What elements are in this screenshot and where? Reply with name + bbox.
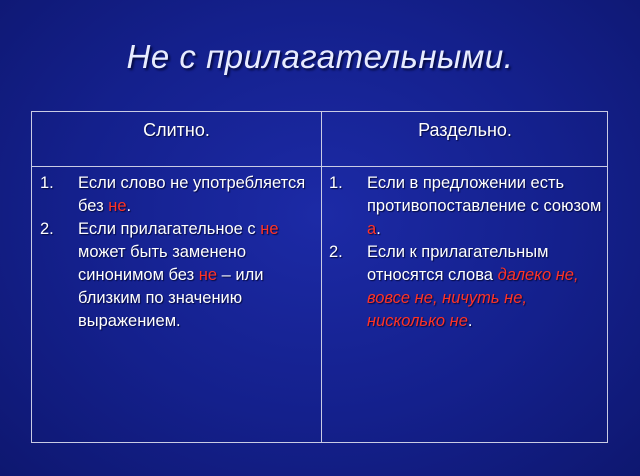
- rule-text: .: [376, 220, 381, 238]
- together-rule-2: [36, 218, 318, 333]
- rule-number: 2.: [329, 243, 343, 261]
- rule-number: 2.: [40, 220, 54, 238]
- rule-number: 1.: [40, 174, 54, 192]
- column-divider: [321, 112, 322, 442]
- rule-text: Если в предложении есть противопоставление с союзом: [367, 174, 602, 215]
- highlighted-text: далеко не, вовсе не, ничуть не, нисколько не: [367, 266, 579, 330]
- rule-text: может быть заменено синонимом без: [78, 243, 247, 284]
- column-separate: [325, 172, 607, 333]
- rules-table: [31, 111, 608, 443]
- rule-number: 1.: [329, 174, 343, 192]
- rule-text: Если слово не употребляется без: [78, 174, 306, 215]
- highlighted-text: а: [367, 220, 377, 238]
- slide-title: Не с прилагательными.: [126, 38, 514, 75]
- rule-text: Если к прилагательным относятся слова: [367, 243, 549, 284]
- rule-text: – или близким по значению выражением.: [78, 266, 264, 330]
- header-separate: Раздельно.: [418, 120, 512, 140]
- rule-text: Если прилагательное с: [78, 220, 261, 238]
- column-together: [36, 172, 318, 333]
- separate-rule-1: [325, 172, 607, 241]
- highlighted-text: не: [108, 197, 127, 215]
- rule-text: .: [467, 312, 473, 330]
- header-divider: [32, 166, 607, 167]
- highlighted-text: не: [198, 266, 218, 284]
- separate-rule-2: [325, 241, 607, 333]
- header-together: Слитно.: [143, 120, 210, 140]
- highlighted-text: не: [260, 220, 279, 238]
- rule-text: .: [126, 197, 132, 215]
- together-rule-1: [36, 172, 318, 218]
